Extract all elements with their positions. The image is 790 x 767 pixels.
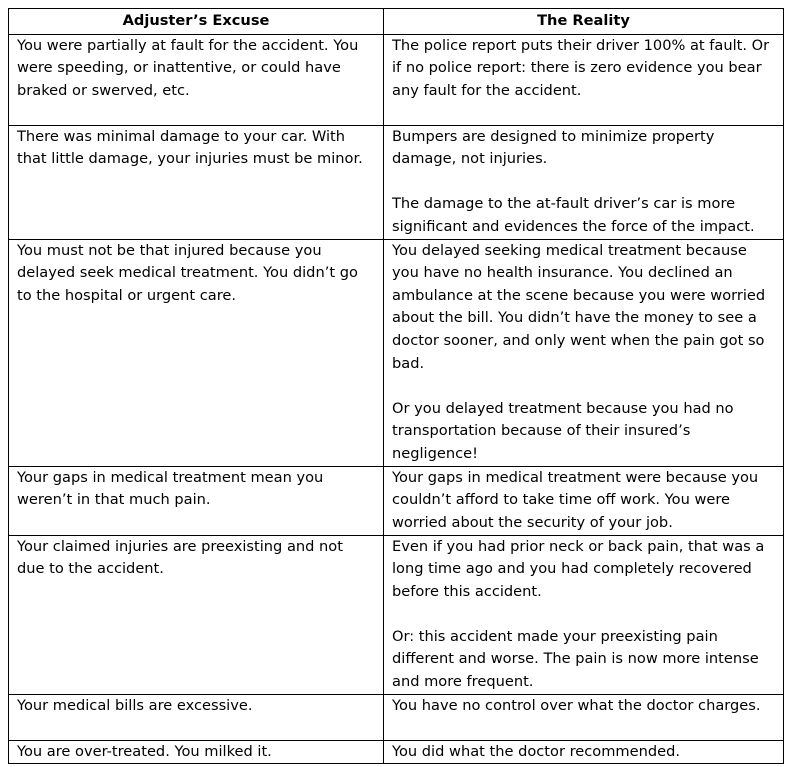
cell-text: You must not be that injured because you delayed seek medical treatment. You didn’t go to the hospital or urgent care. [17, 241, 358, 304]
table-row [9, 694, 784, 740]
excuse-cell [9, 740, 384, 764]
reality-cell [384, 34, 784, 125]
table-row [9, 740, 784, 764]
cell-text: You delayed seeking medical treatment because you have no health insurance. You declined an ambulance at the scene because you were worried about the bill. You didn’t have the money to see a doctor sooner, and only went when the pain got so bad. [392, 241, 766, 372]
excuse-cell [9, 34, 384, 125]
cell-text: Your claimed injuries are preexisting and not due to the accident. [17, 537, 343, 578]
reality-cell [384, 694, 784, 740]
reality-cell [384, 466, 784, 535]
cell-text: Your gaps in medical treatment were because you couldn’t afford to take time off work. You were worried about the security of your job. [392, 468, 759, 531]
cell-text: You have no control over what the doctor charges. [392, 696, 761, 714]
cell-text: You are over-treated. You milked it. [17, 742, 272, 760]
cell-text: Or you delayed treatment because you had no transportation because of their insured’s negligence! [392, 399, 734, 462]
column-header-excuse: Adjuster’s Excuse [9, 9, 384, 35]
table-row [9, 535, 784, 694]
table-row [9, 125, 784, 239]
excuse-cell [9, 125, 384, 239]
cell-text: Bumpers are designed to minimize property damage, not injuries. [392, 127, 715, 168]
excuse-cell [9, 466, 384, 535]
table-row [9, 34, 784, 125]
cell-text: Even if you had prior neck or back pain, that was a long time ago and you had completely recovered before this accident. [392, 537, 765, 600]
cell-text: There was minimal damage to your car. With that little damage, your injuries must be minor. [17, 127, 363, 168]
cell-text: You did what the doctor recommended. [392, 742, 681, 760]
table-row [9, 466, 784, 535]
header-row [9, 9, 784, 35]
excuse-cell [9, 239, 384, 466]
reality-cell [384, 740, 784, 764]
cell-text: The damage to the at-fault driver’s car is more significant and evidences the force of the impact. [392, 195, 755, 235]
cell-text: Or: this accident made your preexisting pain different and worse. The pain is now more intense and more frequent. [392, 627, 759, 691]
table-row [9, 239, 784, 466]
excuse-reality-table [8, 8, 784, 764]
reality-cell [384, 239, 784, 466]
column-header-reality: The Reality [384, 9, 784, 35]
excuse-cell [9, 535, 384, 694]
reality-cell [384, 125, 784, 239]
cell-text: The police report puts their driver 100% at fault. Or if no police report: there is zero evidence you bear any fault for the accident. [392, 36, 770, 99]
cell-text: You were partially at fault for the accident. You were speeding, or inattentive, or could have braked or swerved, etc. [17, 36, 359, 99]
cell-text: Your medical bills are excessive. [17, 696, 253, 714]
cell-text: Your gaps in medical treatment mean you weren’t in that much pain. [17, 468, 324, 509]
reality-cell [384, 535, 784, 694]
excuse-cell [9, 694, 384, 740]
